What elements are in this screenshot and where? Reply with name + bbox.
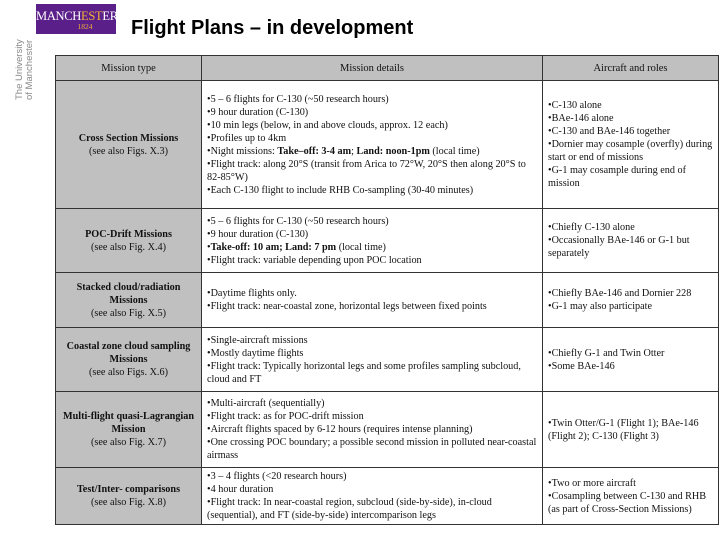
aircraft-roles-cell: • Chiefly G-1 and Twin Otter • Some BAe-146 [543, 328, 719, 392]
table-row [56, 328, 719, 392]
table-row [56, 209, 719, 273]
mission-details-cell: • Single-aircraft missions • Mostly daytime flights • Flight track: Typically horizontal legs and some profiles sampling subcloud, cloud and FT [202, 328, 543, 392]
mission-type-cell: Coastal zone cloud sampling Missions (see also Figs. X.6) [56, 328, 202, 392]
column-header-mission-details: Mission details [202, 56, 543, 81]
university-logo [36, 4, 116, 34]
table-row [56, 468, 719, 525]
university-side-text: The University of Manchester [14, 39, 35, 100]
mission-details-cell: • 3 – 4 flights (<20 research hours) • 4 hour duration • Flight track: In near-coastal region, subcloud (side-by-side), in-cloud (sequential), and FT (side-by-side) intercomparison legs [202, 468, 543, 525]
aircraft-roles-cell: • C-130 alone • BAe-146 alone • C-130 and BAe-146 together • Dornier may cosample (overfly) during start or end of missions • G-1 may cosample during end of mission [543, 81, 719, 209]
aircraft-roles-cell: • Twin Otter/G-1 (Flight 1); BAe-146 (Flight 2); C-130 (Flight 3) [543, 392, 719, 468]
mission-details-cell: • 5 – 6 flights for C-130 (~50 research hours) • 9 hour duration (C-130) • 10 min legs (below, in and above clouds, approx. 12 each) • Profiles up to 4km • Night missions: Take–off: 3-4 am; Land: noon-1pm (local time) • Flight track: along 20°S (transit from Arica to 72°W, 20°S then along 20°S to 82-85°W) • Each C-130 flight to include RHB Co-sampling (30-40 minutes) [202, 81, 543, 209]
takeoff-item: • Take-off: 10 am; Land: 7 pm (local time) [207, 241, 537, 254]
mission-details-cell: • Daytime flights only. • Flight track: near-coastal zone, horizontal legs between fixed points [202, 273, 543, 328]
aircraft-roles-cell: • Chiefly BAe-146 and Dornier 228 • G-1 may also participate [543, 273, 719, 328]
logo-year: 1824 [77, 22, 93, 31]
table-header-row [56, 56, 719, 81]
column-header-aircraft-roles: Aircraft and roles [543, 56, 719, 81]
aircraft-roles-cell: • Two or more aircraft • Cosampling between C-130 and RHB (as part of Cross-Section Missions) [543, 468, 719, 525]
night-missions-item: • Night missions: Take–off: 3-4 am; Land: noon-1pm (local time) [207, 145, 537, 158]
table-row [56, 392, 719, 468]
mission-type-cell: Test/Inter- comparisons (see also Fig. X.8) [56, 468, 202, 525]
mission-details-cell: • 5 – 6 flights for C-130 (~50 research hours) • 9 hour duration (C-130) • Take-off: 10 am; Land: 7 pm (local time) • Flight track: variable depending upon POC location [202, 209, 543, 273]
mission-details-cell: • Multi-aircraft (sequentially) • Flight track: as for POC-drift mission • Aircraft flights spaced by 6-12 hours (requires intense planning) • One crossing POC boundary; a possible second mission in polluted near-coastal airmass [202, 392, 543, 468]
table-row [56, 273, 719, 328]
page-title: Flight Plans – in development [131, 17, 414, 39]
mission-type-cell: Cross Section Missions (see also Figs. X.3) [56, 81, 202, 209]
mission-type-cell: Multi-flight quasi-Lagrangian Mission (see also Fig. X.7) [56, 392, 202, 468]
mission-type-cell: Stacked cloud/radiation Missions (see also Fig. X.5) [56, 273, 202, 328]
flight-plans-table [55, 55, 719, 525]
logo-wordmark: MANCHESTER [36, 9, 118, 23]
aircraft-roles-cell: • Chiefly C-130 alone • Occasionally BAe-146 or G-1 but separately [543, 209, 719, 273]
mission-type-cell: POC-Drift Missions (see also Fig. X.4) [56, 209, 202, 273]
table-row [56, 81, 719, 209]
column-header-mission-type: Mission type [56, 56, 202, 81]
